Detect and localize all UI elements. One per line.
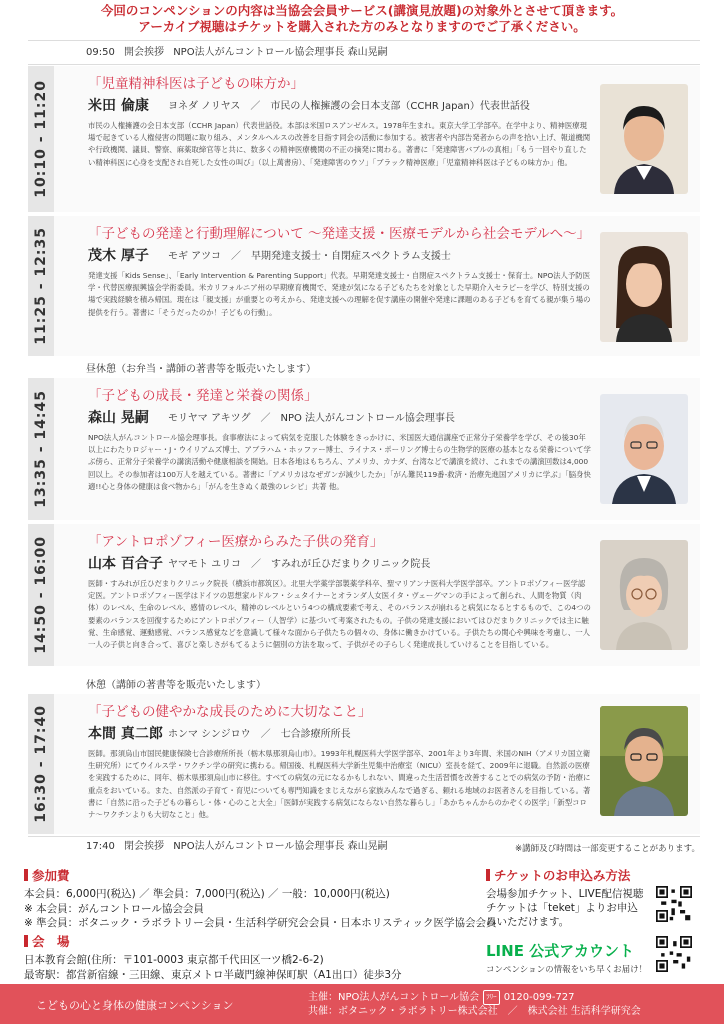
heading-marker <box>486 869 490 881</box>
lunch-break: 昼休憩（お弁当・講師の著書等を販売いたします） <box>86 364 316 375</box>
speaker-kana-role: モギ アツコ ／ 早期発達支援士・自閉症スペクトラム支援士 <box>168 251 451 262</box>
fee-heading: 参加費 <box>32 868 70 883</box>
closing-speaker: NPO法人がんコントロール協会理事長 森山晃嗣 <box>173 841 388 852</box>
speaker-photo <box>600 540 688 650</box>
speaker-photo <box>600 84 688 194</box>
session-1 <box>54 66 700 212</box>
venue-address: 日本教育会館(住所：〒101-0003 東京都千代田区一ツ橋2-6-2) <box>24 954 324 966</box>
session-title: 「児童精神科医は子どもの味方か」 <box>88 76 304 92</box>
speaker-name: 山本 百合子 <box>88 556 163 572</box>
session-2 <box>54 216 700 356</box>
speaker-kana-role: ヤマモト ユリコ ／ すみれが丘ひだまりクリニック院長 <box>168 559 431 570</box>
session-title: 「子どもの成長・発達と栄養の関係」 <box>88 388 318 404</box>
notice-line-2: アーカイブ視聴はチケットを購入された方のみとなりますのでご了承ください。 <box>138 19 586 34</box>
heading-marker <box>24 935 28 947</box>
speaker-photo <box>600 232 688 342</box>
host-label: 主催： <box>308 992 338 1003</box>
heading-marker <box>24 869 28 881</box>
session-title: 「子どもの健やかな成長のために大切なこと」 <box>88 704 372 720</box>
change-note: ※講師及び時間は一部変更することがあります。 <box>515 844 700 854</box>
divider <box>28 64 700 65</box>
opening-label: 開会挨拶 <box>124 47 165 58</box>
session-5-time: 16:30 - 17:40 <box>28 694 54 834</box>
line-label: LINE 公式アカウント <box>486 942 635 960</box>
host-name: NPO法人がんコントロール協会 <box>338 992 480 1003</box>
tel-badge: ﾌﾘｰ <box>483 990 500 1005</box>
ticket-qr-code[interactable] <box>656 886 692 922</box>
speaker-name: 茂木 厚子 <box>88 248 149 264</box>
speaker-kana-role: ホンマ シンジロウ ／ 七合診療所所長 <box>168 729 351 740</box>
closing-label: 閉会挨拶 <box>124 841 165 852</box>
speaker-kana-role: モリヤマ アキツグ ／ NPO 法人がんコントロール協会理事長 <box>168 413 455 424</box>
fee-section <box>24 866 497 931</box>
session-5 <box>54 694 700 834</box>
fee-line: ※ 本会員：がんコントロール協会会員 <box>24 902 204 915</box>
speaker-photo <box>600 706 688 816</box>
opening-speaker: NPO法人がんコントロール協会理事長 森山晃嗣 <box>173 47 388 58</box>
venue-heading: 会 場 <box>32 934 70 949</box>
session-1-time: 10:10 - 11:20 <box>28 66 54 212</box>
line-sub: コンペンションの情報をいち早くお届け！ <box>486 965 648 975</box>
cohost-label: 共催： <box>308 1006 338 1017</box>
session-3 <box>54 378 700 520</box>
ticket-text: 会場参加チケット、LIVE配信視聴チケットは「teket」よりお申込みいただけます。 <box>486 888 644 928</box>
speaker-name: 本間 真二郎 <box>88 726 163 742</box>
ticket-heading: チケットのお申込み方法 <box>494 868 631 883</box>
session-4 <box>54 524 700 666</box>
venue-access: 最寄駅：都営新宿線・三田線、東京メトロ半蔵門線神保町駅（A1出口）徒歩3分 <box>24 968 402 981</box>
session-2-time: 11:25 - 12:35 <box>28 216 54 356</box>
fee-line: 本会員：6,000円(税込) ／ 準会員：7,000円(税込) ／ 一般：10,000円(税込) <box>24 888 390 900</box>
speaker-bio: 医師。那須烏山市国民健康保険七合診療所所長（栃木県那須烏山市）。1993年札幌医科大学医学部卒、2001年より3年間、米国のNIH（アメリカ国立衛生研究所）にてウイルス学・ワクチン学の研究に携わる。帰国後、札幌医科大学新生児集中治療室（NICU）室長を経て、2009年に退職。自然派の医療を実践するために、同年、栃木県那須烏山市に移住。すべての病気の元になるかもしれない、間違った生活習慣を改善することでの病気の予防・治療に重点をおいている。また、自然派の子育て・育児についても専門知識をまじえながら家族みんなで過ぎる、頼れる地域のお医者さんを目指している。著書に「自然に沿った子どもの暮らし・体・心のこと大全」「医師が実践する病気にならない自然な暮らし」「あかちゃんからのかぞくの医学」「新型コロナ〜ワクチンよりも大切なこと」他。 <box>88 749 591 820</box>
event-name: こどもの心と身体の健康コンペンション <box>36 999 234 1012</box>
speaker-bio: 発達支援「Kids Sense」、「Early Intervention & Parenting Support」代表。早期発達支援士・自閉症スペクトラム支援士・保育士。NPO法人予防医学・代替医療振興協会学術委員。米カリフォルニア州の早期療育機関で、発達が気になる子どもたちを対象とした早期介入セラピーを学び、特別支援の場で実践経験を積み帰国。現在は「親支援」が重要との考えから、発達支援への理解を促す講座の開催や発達に課題のある子どもを育てる親が集う場の提供を行う。著書に「そうだったのか！子どもの行動」。 <box>88 271 591 317</box>
closing-time: 17:40 <box>86 841 115 852</box>
line-qr-code[interactable] <box>656 936 692 972</box>
session-4-time: 14:50 - 16:00 <box>28 524 54 666</box>
speaker-bio: 医師・すみれが丘ひだまりクリニック院長（横浜市都筑区）。北里大学薬学部製薬学科卒、聖マリアンナ医科大学医学部卒。アントロポゾフィー医学認定医。アントロポゾフィー医学はドイツの思想家ルドルフ・シュタイナーとオランダ人女医イタ・ヴェーグマンの手によって創られ、人間を物質（肉体）のレベル、生命のレベル、感情のレベル、精神のレベルという4つの構成要素で考え、そのバランスが崩れると病気になるとするもので、この4つの要素のバランスを回復するためにアントロポゾフィー（人智学）に基づいて考案されたもの。子供の発達支援においてはひだまりクリニックでは主に触覚、生命感覚、運動感覚、バランス感覚などを意識して様々な面から子供たちの個々の、身体に働きかけている。子供たちの関心や興味を考慮し、一人一人の子供と向き合って、喜びと楽しさがもてるように個別の方法を取って、子供がその子らしく発達成長していけることを目指している。 <box>88 579 591 650</box>
venue-section <box>24 932 484 982</box>
speaker-name: 森山 晃嗣 <box>88 410 149 426</box>
footer <box>0 984 724 1024</box>
session-3-time: 13:35 - 14:45 <box>28 378 54 520</box>
cohost-names: ボタニック・ラボラトリー株式会社 ／ 株式会社 生活科学研究会 <box>338 1006 641 1017</box>
rest-break: 休憩（講師の著書等を販売いたします） <box>86 680 266 691</box>
closing-row <box>86 840 394 854</box>
divider <box>28 40 700 41</box>
session-title: 「子どもの発達と行動理解について 〜発達支援・医療モデルから社会モデルへ〜」 <box>88 226 591 242</box>
organizers <box>308 990 641 1018</box>
host-tel[interactable]: 0120-099-727 <box>503 992 575 1003</box>
notice-line-1: 今回のコンペンションの内容は当協会会員サービス(講演見放題)の対象外とさせて頂きます。 <box>100 3 624 18</box>
divider <box>28 836 700 837</box>
speaker-bio: 市民の人権擁護の会日本支部（CCHR Japan）代表世話役。本部は米国ロスアンゼルス。1978年生まれ。東京大学工学部卒。在学中より、精神医療現場で起きている人権侵害の問題に取り組み、メンタルヘルスの改善を目指す同会の活動に参加する。被害者や内部告発者からの声を拾い上げ、報道機関や行政機関、議員、警察、麻薬取締官等と共に、数多くの精神医療機関の不正の摘発に関わる。著書に「発達障害バブルの真相」「もう一回やり直したい精神科医に心身を支配され自死した女性の叫び」（以上萬書房）、「発達障害のウソ」「ブラック精神医療」「児童精神科医は子どもの味方か」他。 <box>88 121 591 167</box>
session-title: 「アントロポゾフィー医療からみた子供の発育」 <box>88 534 384 550</box>
opening-time: 09:50 <box>86 47 115 58</box>
notice-banner <box>0 0 724 38</box>
speaker-name: 米田 倫康 <box>88 98 149 114</box>
opening-row <box>86 46 394 60</box>
line-official-account[interactable] <box>486 940 647 975</box>
speaker-kana-role: ヨネダ ノリヤス ／ 市民の人権擁護の会日本支部（CCHR Japan）代表世話役 <box>168 101 530 112</box>
fee-line: ※ 準会員：ボタニック・ラボラトリー会員・生活科学研究会会員・日本ホリスティック医学協会会員 <box>24 917 497 929</box>
speaker-photo <box>600 394 688 504</box>
speaker-bio: NPO法人がんコントロール協会理事長。食事療法によって病気を克服した体験をきっかけに、米国医大通信講座で正常分子栄養学を学び、その後30年以上にわたりロジャー・J・ウイリアムズ博士、アブラハム・ホッファー博士、ライナス・ポーリング博士らの生物学的医療の基本となる栄養について学ぶ傍ら、正常分子栄養学の講演活動や健康相談を開始。日本各地はもちろん、アメリカ、カナダ、台湾などで講演を続け、これまでの講演回数は4,000回以上。その参加者は100万人を越えている。著書に「アメリカはなぜガンが減少したか」「がん難民119番-救済・治療先進国アメリカに学ぶ」「脳身快適!!心と身体の健康は食べ物から」「がんを生きぬく最強のレシピ」共著 他。 <box>88 433 591 491</box>
